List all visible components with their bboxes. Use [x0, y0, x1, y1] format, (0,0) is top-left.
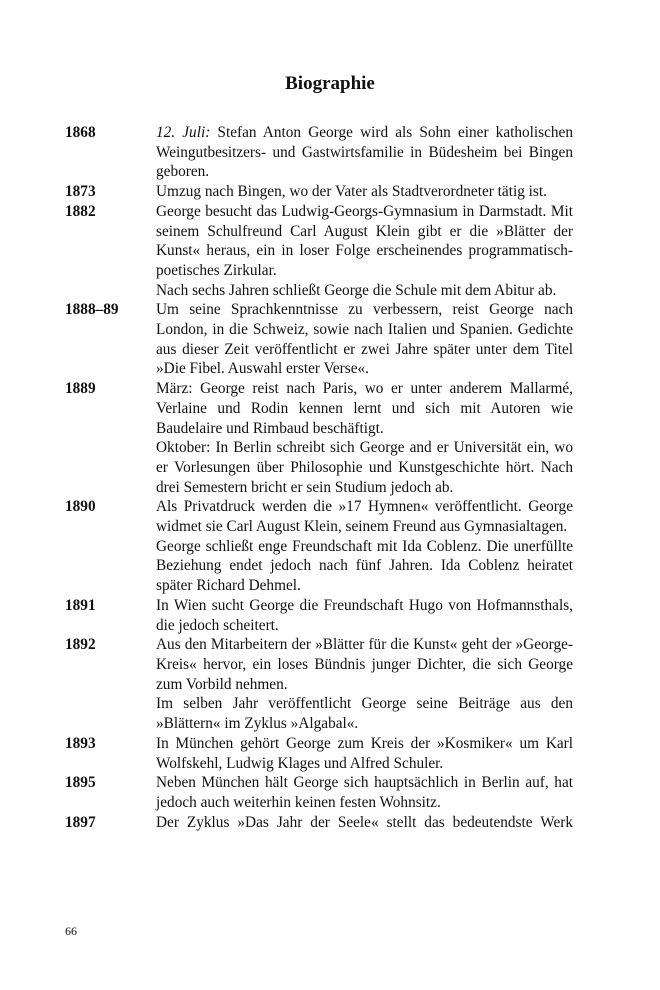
timeline-entry [65, 813, 573, 833]
timeline-entry [65, 182, 573, 202]
entry-description [156, 734, 573, 773]
timeline-entry [65, 596, 573, 635]
entry-paragraph [156, 123, 573, 182]
entry-paragraph-text: George schließt enge Freundschaft mit Ida Coblenz. Die unerfüllte Beziehung endet jedoch nach fünf Jahren. Ida Coblenz heiratet später Richard Dehmel. [156, 537, 573, 595]
entry-year: 1889 [65, 380, 96, 398]
entry-year: 1893 [65, 734, 96, 752]
entry-paragraph [156, 773, 573, 812]
entry-paragraph [156, 281, 573, 301]
entry-description [156, 813, 573, 833]
entry-year: 1882 [65, 202, 96, 220]
entry-paragraph-text: Neben München hält George sich hauptsächlich in Berlin auf, hat jedoch auch weiterhin keinen festen Wohnsitz. [156, 774, 573, 811]
entry-paragraph-text: In München gehört George zum Kreis der »Kosmiker« um Karl Wolfskehl, Ludwig Klages und Alfred Schuler. [156, 734, 573, 772]
timeline-entry [65, 123, 573, 182]
entry-date-lead: 12. Juli: [156, 124, 211, 141]
entry-paragraph-text: Im selben Jahr veröffentlicht George seine Beiträge aus den »Blättern« im Zyklus »Algabal«. [156, 695, 573, 733]
timeline-entry [65, 300, 573, 379]
entry-paragraph [156, 596, 573, 635]
entry-paragraph [156, 202, 573, 281]
entry-paragraph-text: Der Zyklus »Das Jahr der Seele« stellt das bedeutendste Werk [156, 813, 573, 831]
entry-paragraph-text: George besucht das Ludwig-Georgs-Gymnasium in Darmstadt. Mit seinem Schulfreund Carl August Klein gibt er die »Blätter der Kunst« heraus, ein in loser Folge erscheinendes programmatisch-poetisches Zirkular. [156, 202, 573, 279]
timeline-entry [65, 635, 573, 734]
entry-paragraph-text: Als Privatdruck werden die »17 Hymnen« veröffentlicht. George widmet sie Carl August Klein, seinem Freund aus Gymnasialtagen. [156, 498, 573, 536]
entry-year: 1873 [65, 183, 96, 201]
entry-year: 1892 [65, 636, 96, 654]
entry-paragraph [156, 694, 573, 733]
entry-description [156, 379, 573, 497]
entry-paragraph [156, 182, 573, 202]
entry-paragraph-text: In Wien sucht George die Freundschaft Hugo von Hofmannsthals, die jedoch scheitert. [156, 596, 573, 634]
entry-paragraph [156, 379, 573, 438]
entry-description [156, 182, 573, 202]
entry-description [156, 300, 573, 379]
entry-description [156, 202, 573, 301]
entry-description [156, 123, 573, 182]
entry-paragraph [156, 438, 573, 497]
page-number: 66 [65, 924, 77, 938]
entry-year: 1897 [65, 813, 96, 831]
entry-year: 1895 [65, 774, 96, 792]
entry-year: 1868 [65, 124, 96, 141]
entry-paragraph-text: Um seine Sprachkenntnisse zu verbessern, reist George nach London, in die Schweiz, sowie nach Italien und Spanien. Gedichte aus dieser Zeit veröffentlicht er zwei Jahre später unter dem Titel »Die Fibel. Auswahl erster Verse«. [156, 301, 573, 378]
entry-paragraph [156, 300, 573, 379]
entry-description [156, 596, 573, 635]
timeline-entry [65, 379, 573, 497]
page-title: Biographie [285, 73, 375, 94]
entry-paragraph-text: Aus den Mitarbeitern der »Blätter für die Kunst« geht der »George-Kreis« hervor, ein loses Bündnis junger Dichter, die sich George zum Vorbild nehmen. [156, 636, 573, 693]
entry-paragraph-text: Umzug nach Bingen, wo der Vater als Stadtverordneter tätig ist. [156, 183, 547, 201]
entry-description [156, 773, 573, 812]
entry-year: 1890 [65, 498, 96, 516]
timeline-entry [65, 773, 573, 812]
entry-paragraph-text: Nach sechs Jahren schließt George die Schule mit dem Abitur ab. [156, 281, 557, 299]
entry-paragraph [156, 497, 573, 536]
entry-paragraph [156, 813, 573, 833]
entry-year: 1888–89 [65, 301, 119, 319]
entry-paragraph [156, 734, 573, 773]
entry-paragraph-text: Oktober: In Berlin schreibt sich George and er Universität ein, wo er Vorlesungen über Philosophie und Kunstgeschichte hört. Nach drei Semestern bricht er sein Studium jedoch ab. [156, 439, 573, 496]
biography-timeline [65, 123, 573, 832]
entry-year: 1891 [65, 596, 96, 614]
timeline-entry [65, 734, 573, 773]
entry-paragraph [156, 537, 573, 596]
entry-description [156, 497, 573, 596]
entry-paragraph [156, 635, 573, 694]
timeline-entry [65, 202, 573, 301]
entry-paragraph-text: Stefan Anton George wird als Sohn einer katholischen Weingutbesitzers- und Gastwirtsfamilie in Büdesheim bei Bingen geboren. [156, 124, 573, 181]
timeline-entry [65, 497, 573, 596]
entry-description [156, 635, 573, 734]
entry-paragraph-text: März: George reist nach Paris, wo er unter anderem Mallarmé, Verlaine und Rodin kennen lernt und sich mit Autoren wie Baudelaire und Rimbaud beschäftigt. [156, 380, 573, 437]
